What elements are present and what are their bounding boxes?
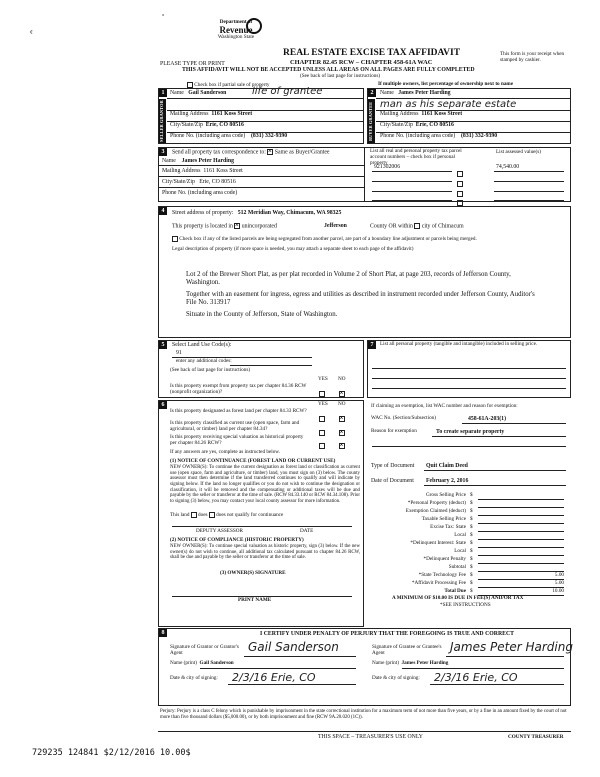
exempt-yes-checkbox[interactable]	[319, 391, 325, 397]
form-title: REAL ESTATE EXCISE TAX AFFIDAVIT	[283, 48, 461, 58]
see-instructions: *SEE INSTRUCTIONS	[440, 602, 491, 608]
grantor-date-label: Date & city of signing:	[170, 675, 218, 681]
fee-row-label: Subtotal	[448, 564, 466, 570]
fee-row-value[interactable]	[478, 533, 564, 540]
personal-property-label: List all personal property (tangible and intangible) included in selling price.	[380, 341, 538, 347]
city-checkbox[interactable]	[414, 223, 420, 229]
margin-mark: °	[162, 14, 165, 20]
additional-codes: enter any additional codes:	[176, 358, 232, 364]
wac-value: 458-61A-203(1)	[468, 416, 506, 422]
county-treasurer: COUNTY TREASURER	[508, 734, 564, 740]
forest-question: Is this property designated as forest land per chapter 84.33 RCW?	[170, 408, 307, 414]
forest-no-checkbox[interactable]	[339, 416, 345, 422]
forest-yes-checkbox[interactable]	[319, 416, 325, 422]
fee-row-label: Total Due	[444, 588, 466, 594]
doc-date-label: Date of Document	[371, 478, 414, 484]
exempt-no-checkbox[interactable]	[339, 391, 345, 397]
print-name: PRINT NAME	[238, 597, 272, 603]
fee-row-dollar: $	[470, 492, 473, 498]
buyer-side-label: BUYER GRANTEE	[368, 99, 375, 143]
legal-label: Legal description of property (if more space is needed, you may attach a separate sheet to each page of the affidavit)	[172, 246, 414, 252]
fee-row-dollar: $	[470, 556, 473, 562]
seller-name: Name Gail Sanderson	[170, 90, 227, 96]
fee-row-dollar: $	[470, 508, 473, 514]
fee-row-value[interactable]	[478, 525, 564, 532]
does-checkbox[interactable]	[191, 512, 197, 518]
grantor-name-print: Name (print) Gail Sanderson	[170, 660, 234, 666]
margin-mark: ¢	[30, 30, 33, 36]
fee-row-dollar: $	[470, 572, 473, 578]
exempt-question: Is this property exempt from property tax per chapter 84.36 RCW (nonprofit organization)?	[170, 383, 307, 395]
land-use-label: Select Land Use Code(s):	[172, 342, 232, 348]
grantee-date-label: Date & city of signing:	[372, 675, 420, 681]
if-yes-note: If any answers are yes, complete as instructed below.	[170, 449, 281, 455]
section-number: 8	[159, 629, 167, 637]
fee-row-label: Gross Selling Price	[425, 492, 466, 498]
grantee-name-print: Name (print) James Peter Harding	[372, 660, 449, 666]
fee-row-value[interactable]	[478, 565, 564, 572]
fee-row-value[interactable]	[478, 501, 564, 508]
fee-row-dollar: $	[470, 516, 473, 522]
grantor-signature[interactable]: Gail Sanderson	[248, 640, 339, 654]
fee-row-value[interactable]	[478, 509, 564, 516]
no-label: NO	[338, 401, 346, 407]
fee-row-value[interactable]: 5.00	[478, 581, 564, 588]
fee-row-label: Taxable Selling Price	[421, 516, 466, 522]
fee-row-dollar: $	[470, 548, 473, 554]
receipt-note: This form is your receipt when stamped by cashier.	[500, 51, 565, 63]
notice2-title: (2) NOTICE OF COMPLIANCE (HISTORIC PROPERTY)	[170, 537, 304, 543]
owner-signature: (3) OWNER(S) SIGNATURE	[220, 570, 286, 576]
see-back: (See back of last page for instructions)	[300, 73, 381, 79]
deputy-date: DATE	[300, 528, 314, 534]
land-use-see-back: (See back of last page for instructions)	[170, 367, 251, 373]
parcel-number: 921302006	[374, 164, 401, 170]
parcel-header: List all real and personal property tax parcel account numbers – check box if personal property	[370, 148, 462, 166]
historic-no-checkbox[interactable]	[339, 443, 345, 449]
section-number: 2	[368, 89, 376, 97]
fee-row-dollar: $	[470, 588, 473, 594]
fee-row-dollar: $	[470, 500, 473, 506]
reason-label: Reason for exemption	[371, 428, 417, 434]
fee-row-value[interactable]	[478, 549, 564, 556]
seller-side-label: SELLER GRANTOR	[159, 100, 164, 142]
located-in: This property is located in × unincorporated	[172, 223, 277, 230]
same-as-buyer-checkbox[interactable]	[267, 149, 273, 155]
section-number: 3	[159, 148, 167, 156]
section-number: 5	[159, 341, 167, 349]
minimum-due: A MINIMUM OF $10.00 IS DUE IN FEE(S) AND/OR TAX	[392, 595, 524, 601]
seller-mailing: Mailing Address 1161 Koss Street	[170, 111, 253, 117]
dept-line1: Department of	[219, 19, 253, 25]
form-warning: THIS AFFIDAVIT WILL NOT BE ACCEPTED UNLESS ALL AREAS ON ALL PAGES ARE FULLY COMPLETED	[182, 67, 475, 73]
fee-row-value[interactable]: 10.00	[478, 589, 564, 596]
seller-name-handwritten: life of grantee	[252, 86, 323, 97]
fee-row-label: Local	[454, 532, 466, 538]
unincorporated-checkbox[interactable]	[234, 223, 240, 229]
fee-row-label: Local	[454, 548, 466, 554]
certify-statement: I CERTIFY UNDER PENALTY OF PERJURY THAT THE FOREGOING IS TRUE AND CORRECT	[260, 631, 515, 637]
fee-row-dollar: $	[470, 564, 473, 570]
grantee-signature[interactable]: James Peter Harding	[450, 640, 573, 654]
buyer-phone: Phone No. (including area code) (831) 332-9390	[380, 133, 498, 139]
wac-label: WAC No. (Section/Subsection)	[371, 415, 436, 421]
grantee-sig-label: Signature of Grantee or Grantee's Agent	[372, 644, 442, 656]
segregated-note: Check box if any of the listed parcels are being segregated from another parcel, are part of a boundary line adjustment or parcels being merged.	[172, 236, 477, 243]
notice2-body: NEW OWNER(S): To continue special valuation as historic property, sign (3) below. If the new owner(s) do not wish to continue, all additional tax calculated pursuant to chapter 84.26 RCW, shall be due and payable by the seller or transferor at the time of sale.	[170, 544, 360, 561]
buyer-name-handwritten: man as his separate estate	[380, 99, 517, 110]
grantee-date-handwritten: 2/3/16 Erie, CO	[434, 671, 518, 684]
fee-row-label: *Delinquent Interest: State	[410, 540, 466, 546]
historic-question: Is this property receiving special valuation as historical property per chapter 84.26 RCW?	[170, 434, 304, 446]
doc-type-value: Quit Claim Deed	[426, 463, 468, 469]
no-label: NO	[338, 376, 346, 382]
seller-phone: Phone No. (including area code) (831) 332-9390	[170, 133, 288, 139]
correspondence-city: City/State/Zip Erie, CO 80516	[162, 179, 236, 185]
yes-label: YES	[318, 401, 328, 407]
legal-para: Lot 2 of the Brewer Short Plat, as per plat recorded in Volume 2 of Short Plat, at page 203, records of Jefferson County, Washington.	[186, 271, 511, 287]
yes-label: YES	[318, 376, 328, 382]
fee-row-label: *Affidavit Processing Fee	[411, 580, 466, 586]
fee-row-dollar: $	[470, 524, 473, 530]
fee-row-label: Exemption Claimed (deduct)	[405, 508, 466, 514]
correspondence-name: Name James Peter Harding	[162, 158, 235, 164]
county-within: County OR within city of Chimacum	[370, 223, 464, 230]
form-subtitle: CHAPTER 82.45 RCW – CHAPTER 458-61A WAC	[290, 59, 433, 66]
current-use-question: Is this property classified as current use (open space, farm and agricultural, or timber) land per chapter 84.34?	[170, 420, 300, 432]
multiple-owners-note: If multiple owners, list percentage of ownership next to name	[378, 81, 514, 87]
fee-row-value[interactable]	[478, 541, 564, 548]
assessed-header: List assessed value(s)	[496, 149, 541, 155]
send-correspondence: Send all property tax correspondence to: × Same as Buyer/Grantee	[172, 149, 330, 156]
section-number: 1	[159, 89, 167, 97]
fee-row-label: *State Technology Fee	[418, 572, 466, 578]
fee-row-value[interactable]	[478, 557, 564, 564]
fee-row-dollar: $	[470, 580, 473, 586]
doc-date-value: February 2, 2016	[426, 478, 469, 484]
deputy-assessor: DEPUTY ASSESSOR	[196, 528, 243, 534]
fee-row-label: Excise Tax: State	[430, 524, 466, 530]
historic-yes-checkbox[interactable]	[319, 443, 325, 449]
logo-icon	[246, 18, 262, 34]
segregated-checkbox[interactable]	[172, 236, 178, 242]
fee-row-value[interactable]	[478, 493, 564, 500]
partial-sale: Check box if partial sale of property	[187, 82, 270, 89]
current-use-no-checkbox[interactable]	[339, 430, 345, 436]
fee-row-dollar: $	[470, 532, 473, 538]
land-use-value: 91	[176, 350, 182, 356]
perjury-statement: Perjury: Perjury is a class C felony which is punishable by imprisonment in the state correctional institution for a maximum term of not more than five years, or by a fine in an amount fixed by the court of not more than five thousand dollars ($5,000.00), or by both imprisonment and fine (RCW 9A.20.020 (1C)).	[160, 709, 567, 720]
please-type: PLEASE TYPE OR PRINT	[160, 61, 225, 67]
exemption-claim: If claiming an exemption, list WAC number and reason for exemption:	[371, 403, 518, 409]
buyer-mailing: Mailing Address 1161 Koss Street	[380, 111, 463, 117]
legal-para: Together with an easement for ingress, egress and utilities as described in instrument recorded under Jefferson County, Auditor's File No. 313917	[186, 290, 535, 307]
treasurer-space: THIS SPACE – TREASURER'S USE ONLY	[318, 734, 423, 740]
correspondence-phone: Phone No. (including area code)	[162, 190, 238, 196]
correspondence-mailing: Mailing Address 1161 Koss Street	[162, 168, 243, 174]
section-number: 7	[368, 341, 376, 349]
fee-row-label: *Personal Property (deduct)	[407, 500, 466, 506]
dept-line2: Revenue	[219, 24, 253, 35]
fee-row-value[interactable]: 5.00	[478, 573, 564, 580]
street-address: Street address of property: 512 Meridian Way, Chimacum, WA 98325	[172, 210, 342, 216]
fee-row-value[interactable]	[478, 517, 564, 524]
county-value: Jefferson	[324, 223, 347, 229]
legal-description	[186, 271, 546, 319]
section-number: 4	[159, 207, 167, 215]
personal-property-box	[367, 340, 571, 398]
grantor-sig-label: Signature of Grantor or Grantor's Agent	[170, 644, 239, 656]
grantor-date-handwritten: 2/3/16 Erie, CO	[232, 671, 316, 684]
assessed-value: 74,540.00	[496, 164, 520, 170]
land-qualify: This land does does not qualify for continuance	[170, 512, 284, 519]
section-number: 6	[159, 401, 167, 409]
dept-line3: Washington State	[217, 33, 255, 40]
notice1-body: NEW OWNER(S): To continue the current designation as forest land or classification as current use (open space, farm and agriculture, or timber) land, you must sign on (3) below. The county assessor must then determine if the land transferred continues to qualify and will indicate by signing below. If the land no longer qualifies or you do not wish to continue the designation or classification, it will be removed and the compensating or additional taxes will be due and payable by the seller or transferor at the time of sale. (RCW 84.33.140 or RCW 84.34.108). Prior to signing (3) below, you may contact your local county assessor for more information.	[170, 465, 360, 504]
fee-row-dollar: $	[470, 540, 473, 546]
legal-para: Situate in the County of Jefferson, State of Washington.	[186, 310, 338, 318]
seller-city: City/State/Zip Erie, CO 80516	[170, 122, 244, 128]
buyer-name: Name James Peter Harding	[380, 90, 451, 96]
notice1-title: (1) NOTICE OF CONTINUANCE (FOREST LAND OR CURRENT USE)	[170, 458, 336, 464]
fee-row-label: *Delinquent Penalty	[423, 556, 466, 562]
doc-type-label: Type of Document	[371, 463, 415, 469]
treasurer-stamp: 729235 124841 $2/12/2016 10.00$	[32, 748, 191, 758]
does-not-checkbox[interactable]	[209, 512, 215, 518]
current-use-yes-checkbox[interactable]	[319, 430, 325, 436]
buyer-city: City/State/Zip Erie, CO 80516	[380, 122, 454, 128]
reason-value: To create separate property	[436, 429, 505, 435]
